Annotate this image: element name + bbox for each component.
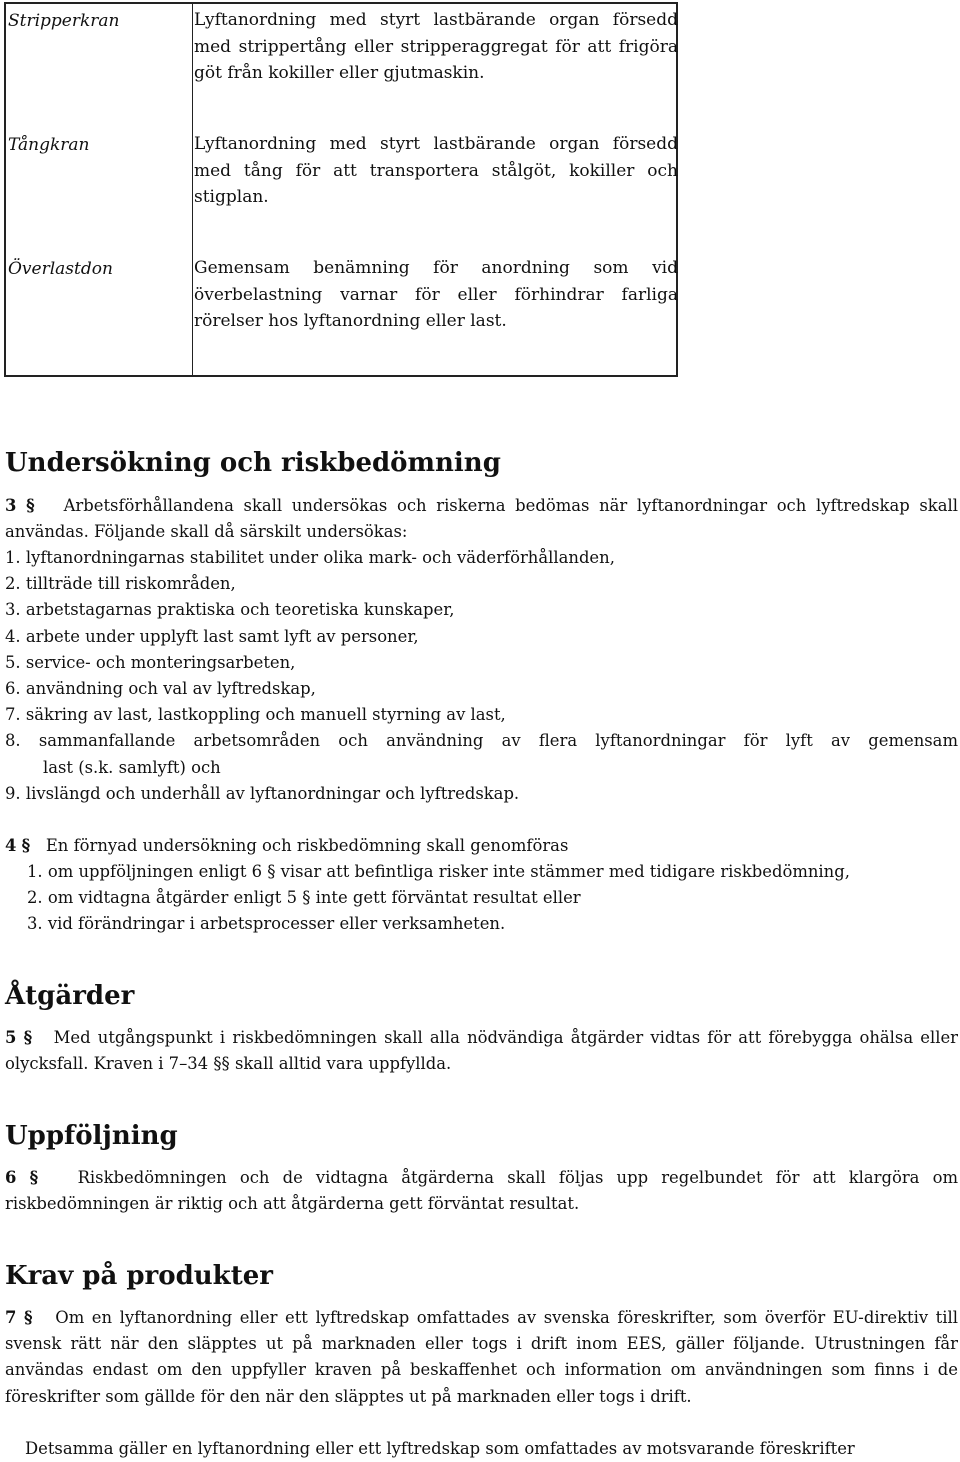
list-item: 2. tillträde till riskområden, [5,574,236,594]
section-number: 6 [5,1168,17,1187]
list-item: 8. sammanfallande arbetsområden och användning av flera lyftanordningar för lyft av gemensam [5,731,958,751]
definitions-table [4,2,678,377]
section-number: 5 [5,1028,17,1047]
paragraph-4 [5,833,958,859]
section-sign: § [21,836,31,855]
paragraph-3 [5,493,958,545]
term-tangkran: Tångkran [8,135,90,155]
paragraph-6 [5,1165,958,1217]
desc-overlastdon: Gemensam benämning för anordning som vid överbelastning varnar för eller förhindrar farliga rörelser hos lyftanordning eller last. [194,258,678,331]
term-stripperkran: Stripperkran [8,11,120,31]
list-item: 1. om uppföljningen enligt 6 § visar att befintliga risker inte stämmer med tidigare riskbedömning, [27,862,850,881]
risk-list [5,545,958,807]
paragraph-5-text: Med utgångspunkt i riskbedömningen skall alla nödvändiga åtgärder vidtas för att förebygga ohälsa eller olycksfall. Kraven i 7–34 §§ skall alltid vara uppfyllda. [5,1028,958,1074]
list-item: 1. lyftanordningarnas stabilitet under olika mark- och väderförhållanden, [5,548,615,567]
list-item: 5. service- och monteringsarbeten, [5,652,296,672]
heading-uppfoljning: Uppföljning [5,1121,178,1151]
list-item-continuation: last (s.k. samlyft) och [43,757,221,777]
paragraph-6-text: Riskbedömningen och de vidtagna åtgärderna skall följas upp regelbundet för att klargöra om riskbedömningen är riktig och att åtgärderna gett förväntat resultat. [5,1168,958,1214]
paragraph-7-continued: Detsamma gäller en lyftanordning eller ett lyftredskap som omfattades av motsvarande föreskrifter [25,1439,855,1458]
heading-undersokning: Undersökning och riskbedömning [5,448,501,478]
term-overlastdon: Överlastdon [8,259,113,279]
section-number: 3 [5,496,17,515]
reassessment-list [5,859,958,938]
section-number: 4 [5,836,17,855]
list-item: 6. användning och val av lyftredskap, [5,679,316,699]
list-item: 2. om vidtagna åtgärder enligt 5 § inte gett förväntat resultat eller [27,888,581,908]
section-sign: § [29,1168,39,1187]
paragraph-3-text: Arbetsförhållandena skall undersökas och riskerna bedömas när lyftanordningar och lyftredskap skall användas. Följande skall då särskilt undersökas: [5,496,958,542]
heading-krav: Krav på produkter [5,1261,273,1291]
paragraph-7 [5,1305,958,1410]
desc-stripperkran: Lyftanordning med styrt lastbärande organ försedd med strippertång eller stripperaggregat för att frigöra göt från kokiller eller gjutmaskin. [194,10,678,83]
list-item: 4. arbete under upplyft last samt lyft av personer, [5,626,419,646]
section-sign: § [23,1308,33,1327]
heading-atgarder: Åtgärder [5,981,135,1011]
paragraph-5 [5,1025,958,1077]
paragraph-7-text: Om en lyftanordning eller ett lyftredskap omfattades av svenska föreskrifter, som överför EU-direktiv till svensk rätt när den släpptes ut på marknaden eller togs i drift inom EES, gäller följande. Utrustningen får användas endast om den uppfyller kraven på beskaffenhet och information om användningen som finns i de föreskrifter som gällde för den när den släpptes ut på marknaden eller togs i drift. [5,1308,958,1406]
list-item: 3. arbetstagarnas praktiska och teoretiska kunskaper, [5,600,455,620]
list-item: 7. säkring av last, lastkoppling och manuell styrning av last, [5,705,506,725]
section-number: 7 [5,1308,17,1327]
section-sign: § [23,1028,33,1047]
paragraph-4-text: En förnyad undersökning och riskbedömning skall genomföras [45,836,569,855]
list-item: 9. livslängd och underhåll av lyftanordningar och lyftredskap. [5,783,520,803]
section-sign: § [26,496,35,515]
list-item: 3. vid förändringar i arbetsprocesser eller verksamheten. [27,914,506,934]
desc-tangkran: Lyftanordning med styrt lastbärande organ försedd med tång för att transportera stålgöt, kokiller och stigplan. [194,134,678,207]
table-divider [192,4,193,375]
